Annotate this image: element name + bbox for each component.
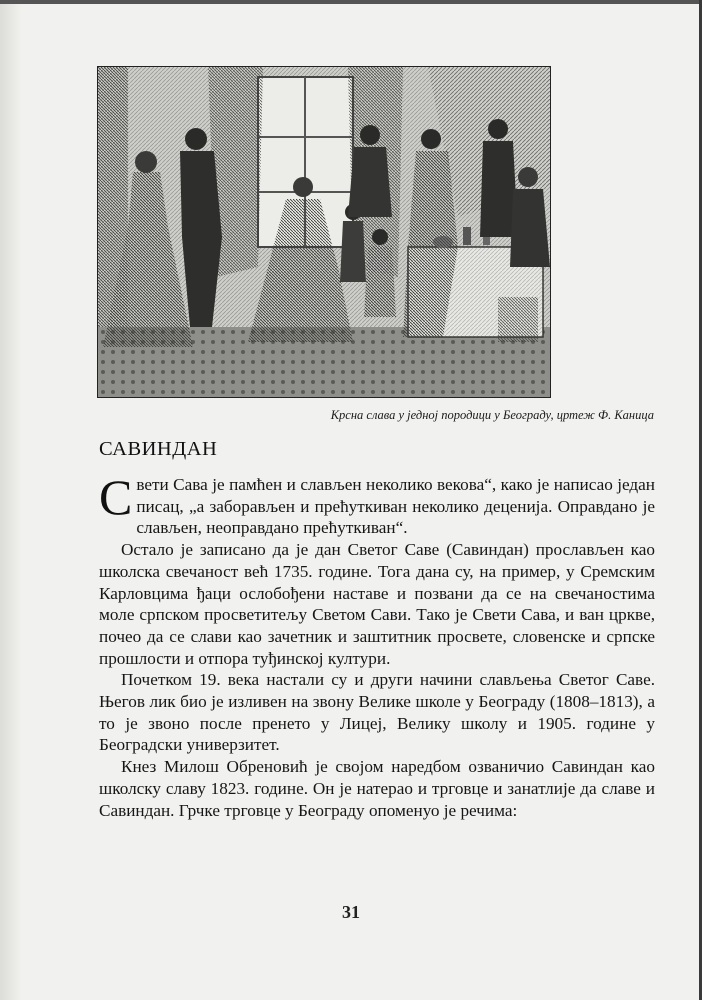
section-heading: САВИНДАН <box>99 438 218 460</box>
drop-cap-letter: С <box>99 469 133 525</box>
paragraph-1-text: вети Сава је памћен и слављен неколико векова“, како је написао један писац, „а заборављен и прећуткиван неколико деценија. Оправдано је слављен, неоправдано прећуткиван“. <box>136 475 655 538</box>
paragraph-4: Кнез Милош Обреновић је својом наредбом озваничио Савиндан као школску славу 1823. године. Он је натерао и трговце и занатлије да славе и Савиндан. Грчке трговце у Београду опоменуо је речима: <box>99 757 655 820</box>
article-body <box>99 469 655 821</box>
engraving-illustration <box>97 66 551 398</box>
illustration-caption: Крсна слава у једној породици у Београду, цртеж Ф. Каница <box>330 408 654 422</box>
page-number: 31 <box>342 902 360 922</box>
book-spine-shadow <box>0 0 22 1000</box>
family-slava-engraving <box>98 67 550 397</box>
scan-top-edge <box>0 0 702 4</box>
paragraph-3: Почетком 19. века настали су и други начини слављења Светог Саве. Његов лик био је изливен на звону Велике школе у Београду (1808–1813), а то је звоно после пренето у Лицеј, Велику школу и 1905. године у Београдски универзитет. <box>99 670 655 755</box>
paragraph-1 <box>99 469 655 539</box>
paragraph-2: Остало је записано да је дан Светог Саве (Савиндан) прослављен као школска свечаност већ 1735. године. Тога дана су, на пример, у Сремским Карловцима ђаци ослобођени наставе и позвани да се на свечаностима моле српском просветитељу Светом Сави. Тако је Свети Сава, и ван цркве, почео да се слави као зачетник и заштитник просвете, словенске и српске прошлости и отпора туђинској култури. <box>99 540 655 668</box>
